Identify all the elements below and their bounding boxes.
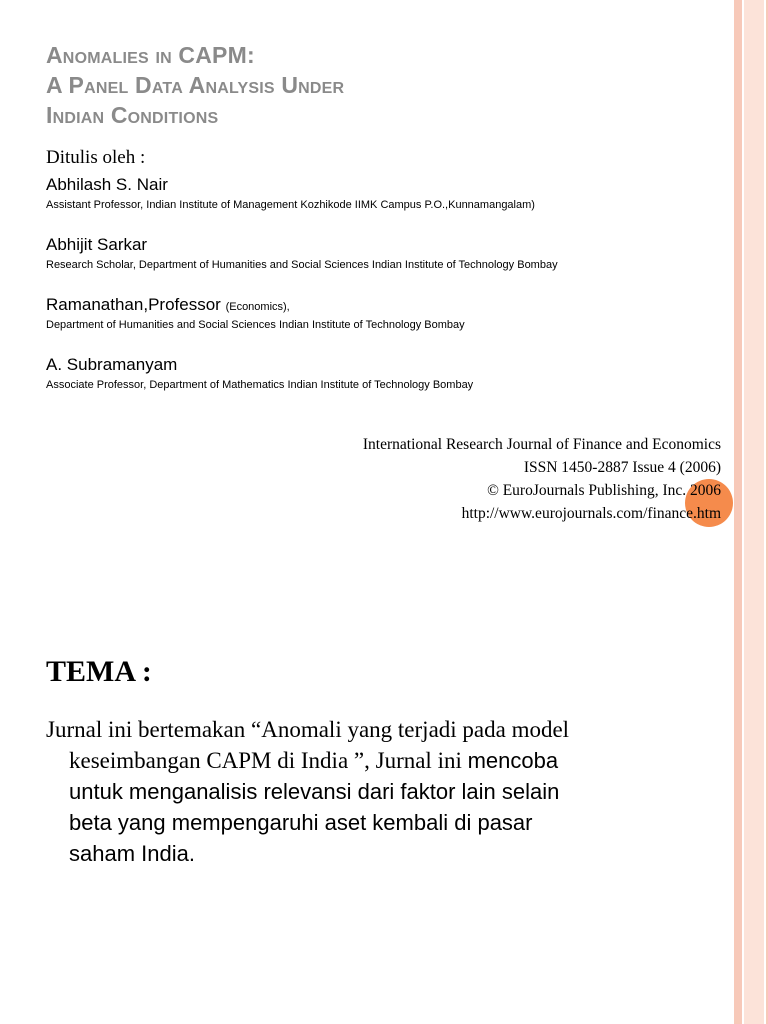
tema-text-serif-2: keseimbangan CAPM di India ”, Jurnal ini <box>69 748 468 773</box>
author-affiliation: Department of Humanities and Social Sciences Indian Institute of Technology Bombay <box>46 319 465 331</box>
author-block <box>46 235 558 271</box>
tema-text-sans-5: saham India. <box>69 841 195 866</box>
journal-issn: ISSN 1450-2887 Issue 4 (2006) <box>523 459 721 476</box>
title-line-1: Anomalies in CAPM: <box>46 42 255 68</box>
title-line-3: Indian Conditions <box>46 102 219 128</box>
author-name: Abhilash S. Nair <box>46 175 168 194</box>
journal-url: http://www.eurojournals.com/finance.htm <box>461 505 721 522</box>
journal-copyright: © EuroJournals Publishing, Inc. 2006 <box>487 482 721 499</box>
author-affiliation: Associate Professor, Department of Mathematics Indian Institute of Technology Bombay <box>46 379 474 391</box>
border-inner-stripe <box>742 0 766 1024</box>
tema-paragraph <box>46 714 706 869</box>
journal-info <box>363 433 721 525</box>
right-decorative-border <box>734 0 768 1024</box>
author-block <box>46 355 473 391</box>
tema-heading: TEMA : <box>46 655 152 688</box>
journal-name: International Research Journal of Finance and Economics <box>362 436 721 453</box>
author-affiliation: Research Scholar, Department of Humanities and Social Sciences Indian Institute of Technology Bombay <box>46 259 558 271</box>
author-block <box>46 295 465 331</box>
tema-text-serif-1: Jurnal ini bertemakan “Anomali yang terjadi pada model <box>46 717 570 742</box>
document-title <box>46 40 706 130</box>
written-by-label: Ditulis oleh : <box>46 147 146 168</box>
author-name: Ramanathan,Professor <box>46 295 221 314</box>
author-affiliation: Assistant Professor, Indian Institute of Management Kozhikode IIMK Campus P.O.,Kunnamangalam) <box>46 199 535 211</box>
title-line-2: A Panel Data Analysis Under <box>46 72 345 98</box>
author-role: (Economics), <box>225 301 290 313</box>
author-block <box>46 175 535 211</box>
author-name: Abhijit Sarkar <box>46 235 148 254</box>
author-name: A. Subramanyam <box>46 355 178 374</box>
tema-text-sans-2: mencoba <box>467 748 559 773</box>
tema-text-sans-4: beta yang mempengaruhi aset kembali di pasar <box>69 810 533 835</box>
tema-text-sans-3: untuk menganalisis relevansi dari faktor lain selain <box>69 779 560 804</box>
